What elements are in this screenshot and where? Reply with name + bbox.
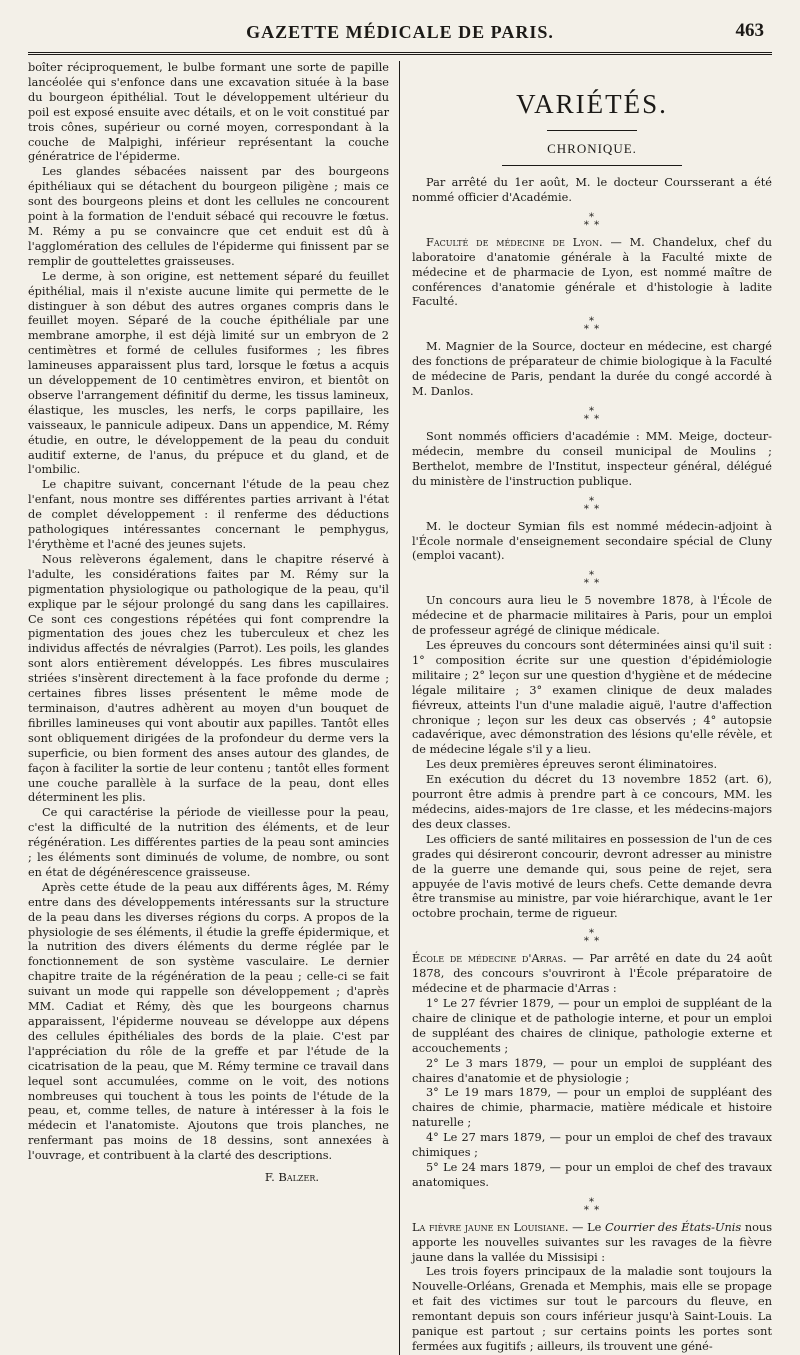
- asterism-mark: *: [594, 1204, 601, 1216]
- asterism-divider: [412, 572, 772, 588]
- asterism-divider: [412, 930, 772, 946]
- asterism-mark: *: [594, 219, 601, 231]
- arras-list-item: 1° Le 27 février 1879, — pour un emploi de suppléant de la chaire de clinique et de pathologie interne, et pour un emploi de suppléant des chaires de clinique, pathologie externe et accouchements ;: [412, 996, 772, 1055]
- author-signature: F. Balzer.: [264, 1170, 319, 1185]
- asterism-mark: *: [589, 570, 595, 582]
- asterism-mark: *: [589, 928, 595, 940]
- right-column: [400, 61, 772, 1355]
- asterism-mark: *: [594, 413, 601, 425]
- asterism-divider: [412, 1196, 772, 1216]
- asterism-mark: *: [594, 936, 601, 948]
- left-paragraph: Les glandes sébacées naissent par des bourgeons épithéliaux qui se détachent du bourgeon piligène ; mais ce sont des bourgeons pleins et dont les cellules ne concourent point à la formation de l'enduit sébacé qui recouvre le fœtus. M. Rémy a pu se convaincre que cet enduit est dû à l'agglomération des cellules de l'épiderme qui finissent par se remplir de gouttelettes graisseuses.: [28, 165, 389, 268]
- arras-list-item: 5° Le 24 mars 1879, — pour un emploi de chef des travaux anatomiques.: [412, 1160, 772, 1189]
- asterism-mark: *: [594, 324, 601, 336]
- asterism-mark: *: [589, 316, 595, 328]
- left-paragraph: Le chapitre suivant, concernant l'étude de la peau chez l'enfant, nous montre ses différentes parties arrivant à l'état de complet développement : il renferme des déductions pathologiques intéressantes concernant le pemphygus, l'érythème et l'acné des jeunes sujets.: [28, 478, 389, 551]
- arras-lead: École de médecine d'Arras.: [412, 952, 567, 966]
- arras-intro: [412, 952, 772, 997]
- news-item-text: Par arrêté du 1er août, M. le docteur Coursserant a été nommé officier d'Académie.: [412, 176, 772, 204]
- page-number: 463: [735, 20, 764, 41]
- arras-list-item: 4° Le 27 mars 1879, — pour un emploi de chef des travaux chimiques ;: [412, 1131, 772, 1160]
- fievre-lead: La fièvre jaune en Louisiane.: [412, 1220, 569, 1234]
- asterism-mark: *: [594, 503, 601, 515]
- news-item: [412, 340, 772, 400]
- asterism-divider: [412, 495, 772, 515]
- asterism-mark: *: [589, 405, 595, 417]
- asterism-mark: *: [583, 578, 590, 590]
- news-item: [412, 430, 772, 490]
- concours-paragraph: Les épreuves du concours sont déterminées ainsi qu'il suit : 1° composition écrite sur une question d'épidémiologie militaire ; 2° leçon sur une question d'hygiène et de médecine légale militaire ; 3° examen clinique de deux malades fiévreux, atteints l'un d'une maladie aiguë, l'autre d'affection chronique ; leçon sur les deux cas observés ; 4° autopsie cadavérique, avec démonstration des lésions qu'elle révèle, et de médecine légale s'il y a lieu.: [412, 639, 772, 757]
- journal-title: Courrier des États-Unis: [604, 1220, 742, 1234]
- fievre-paragraph: Les trois foyers principaux de la maladie sont toujours la Nouvelle-Orléans, Grenada et Memphis, mais elle se propage et fait des victimes sur tout le parcours du fleuve, en remontant depuis son cours inférieur jusqu'à Saint-Louis. La panique est partout ; sur certains points les portes sont fermées aux fugitifs ; ailleurs, ils trouvent une géné-: [412, 1265, 772, 1353]
- asterism-divider: [412, 405, 772, 425]
- asterism-divider: [412, 211, 772, 231]
- fievre-intro: [412, 1221, 772, 1266]
- left-paragraph: Ce qui caractérise la période de vieillesse pour la peau, c'est la difficulté de la nutrition des éléments, et de leur régénération. Les différentes parties de la peau sont amincies ; les éléments sont diminués de volume, de nombre, ou sont en état de dégénérescence graisseuse.: [28, 806, 389, 879]
- concours-paragraph: Les deux premières épreuves seront éliminatoires.: [426, 758, 718, 772]
- two-column-body: [28, 61, 772, 1355]
- running-title: GAZETTE MÉDICALE DE PARIS.: [246, 22, 554, 42]
- left-column: [28, 61, 400, 1355]
- asterism-mark: *: [583, 219, 590, 231]
- news-item-text: M. le docteur Symian fils est nommé médecin-adjoint à l'École normale d'enseignement secondaire spécial de Cluny (emploi vacant).: [412, 519, 772, 563]
- news-item-text: Sont nommés officiers d'académie : MM. Meige, docteur-médecin, membre du conseil municipal de Moulins ; Berthelot, membre de l'Institut, inspecteur général, délégué du ministère de l'instruction publique.: [412, 429, 772, 488]
- concours-paragraph: En exécution du décret du 13 novembre 1852 (art. 6), pourront être admis à prendre part à ce concours, MM. les médecins, aides-majors de 1re classe, et les médecins-majors des deux classes.: [412, 773, 772, 831]
- asterism-mark: *: [583, 936, 590, 948]
- asterism-mark: *: [589, 1196, 595, 1208]
- section-title: VARIÉTÉS.: [516, 89, 668, 119]
- left-paragraph: Nous relèverons également, dans le chapitre réservé à l'adulte, les considérations faites par M. Rémy sur la pigmentation physiologique ou pathologique de la peau, qu'il explique par le séjour prolongé du sang dans les capillaires. Ce sont ces congestions répétées qui font comprendre la pigmentation des joues chez les tuberculeux et chez les individus affectés de névralgies (Parrot). Les poils, les glandes sont alors entièrement développés. Les fibres musculaires striées s'insèrent directement à la face profonde du derme ; certaines fibres lisses présentent le même mode de terminaison, d'autres adhèrent au moyen d'un bouquet de fibrilles lamineuses qui vont aboutir aux papilles. Tantôt elles sont obliquement dirigées de la profondeur du derme vers la superficie, ou bien forment des anses autour des glandes, de façon à faciliter la sortie de leur contenu ; tantôt elles forment une couche parallèle à la surface de la peau, dont elles déterminent les plis.: [28, 552, 389, 805]
- subsection-title: CHRONIQUE.: [547, 141, 637, 156]
- section-rule: [547, 130, 637, 131]
- concours-paragraph: Un concours aura lieu le 5 novembre 1878, à l'École de médecine et de pharmacie militaires à Paris, pour un emploi de professeur agrégé de clinique médicale.: [412, 594, 772, 638]
- asterism-mark: *: [583, 413, 590, 425]
- left-paragraph: boîter réciproquement, le bulbe formant une sorte de papille lancéolée qui s'enfonce dans une excavation située à la base du bourgeon épithélial. Tout le développement ultérieur du poil est exposé ensuite avec détails, et on le voit constitué par trois cônes, supérieur ou corné moyen, correspondant à la couche de Malpighi, inférieur représentant la couche génératrice de l'épiderme.: [28, 61, 389, 164]
- asterism-mark: *: [594, 578, 601, 590]
- news-item-lead: Faculté de médecine de Lyon.: [426, 235, 603, 249]
- arras-text: — Par arrêté en date du 24 août 1878, des concours s'ouvriront à l'École préparatoire de médecine et de pharmacie d'Arras :: [412, 952, 772, 996]
- asterism-mark: *: [583, 1204, 590, 1216]
- arras-list-item: 3° Le 19 mars 1879, — pour un emploi de suppléant des chaires de chimie, pharmacie, matière médicale et histoire naturelle ;: [412, 1086, 772, 1130]
- news-item-text: M. Magnier de la Source, docteur en médecine, est chargé des fonctions de préparateur de chimie biologique à la Faculté de médecine de Paris, pendant la durée du congé accordé à M. Danlos.: [412, 340, 772, 399]
- asterism-mark: *: [583, 324, 590, 336]
- asterism-mark: *: [583, 503, 590, 515]
- left-paragraph: Après cette étude de la peau aux différents âges, M. Rémy entre dans des développements intéressants sur la structure de la peau dans les diverses régions du corps. A propos de la physiologie de ses éléments, il étudie la greffe épidermique, et la nutrition des divers éléments du derme réglée par le fonctionnement de son système vasculaire. Le dernier chapitre traite de la régénération de la peau ; celle-ci se fait suivant un mode qui rappelle son développement ; d'après MM. Cadiat et Rémy, dès que les bourgeons charnus apparaissent, l'épiderme nouveau se développe aux dépens des cellules épithéliales des bords de la plaie. C'est par l'appréciation du rôle de la greffe et par l'étude de la cicatrisation de la peau, que M. Rémy termine ce travail dans lequel sont accumulées, comme on le voit, des notions nombreuses qui touchent à tous les points de l'étude de la peau, et, comme telles, de nature à intéresser à la fois le médecin et l'anatomiste. Ajoutons que trois planches, ne renfermant pas moins de 18 dessins, sont annexées à l'ouvrage, et contribuent à la clarté des descriptions.: [28, 880, 389, 1163]
- page-header: [28, 0, 772, 55]
- asterism-divider: [412, 318, 772, 334]
- news-item: [412, 236, 772, 311]
- arras-list-item: 2° Le 3 mars 1879, — pour un emploi de suppléant des chaires d'anatomie et de physiologie ;: [412, 1056, 772, 1085]
- news-item: [412, 520, 772, 565]
- asterism-mark: *: [589, 211, 595, 223]
- subsection-rule: [502, 165, 682, 166]
- fievre-text-b: nous apporte les nouvelles suivantes sur les ravages de la fièvre jaune dans la vallée du Missisipi :: [412, 1220, 772, 1264]
- concours-paragraph: Les officiers de santé militaires en possession de l'un de ces grades qui désireront concourir, devront adresser au ministre de la guerre une demande qui, sous peine de rejet, sera appuyée de l'avis motivé de leurs chefs. Cette demande devra être transmise au ministre, par voie hiérarchique, avant le 1er octobre prochain, terme de rigueur.: [412, 832, 772, 921]
- asterism-mark: *: [589, 495, 595, 507]
- left-paragraph: Le derme, à son origine, est nettement séparé du feuillet épithélial, mais il n'existe aucune limite qui permette de le distinguer à son début des autres organes compris dans le feuillet moyen. Séparé de la couche épithéliale par une membrane amorphe, il est déjà limité sur un embryon de 2 centimètres et formé de cellules fusiformes ; les fibres lamineuses apparaissent plus tard, lorsque le fœtus a acquis un développement de 10 centimètres environ, et bientôt on observe l'arrangement définitif du derme, les tissus lamineux, élastique, les muscles, les nerfs, le corps papillaire, les vaisseaux, le pannicule adipeux. Dans un appendice, M. Rémy étudie, en outre, le développement de la peau du conduit auditif externe, de l'anus, du prépuce et du gland, et de l'ombilic.: [28, 269, 389, 477]
- news-item: [412, 176, 772, 206]
- fievre-text-a: — Le: [568, 1220, 605, 1234]
- news-item-text: — M. Chandelux, chef du laboratoire d'anatomie générale à la Faculté mixte de médecine et de pharmacie de Lyon, est nommé maître de conférences d'anatomie générale et d'histologie à ladite Faculté.: [412, 235, 772, 309]
